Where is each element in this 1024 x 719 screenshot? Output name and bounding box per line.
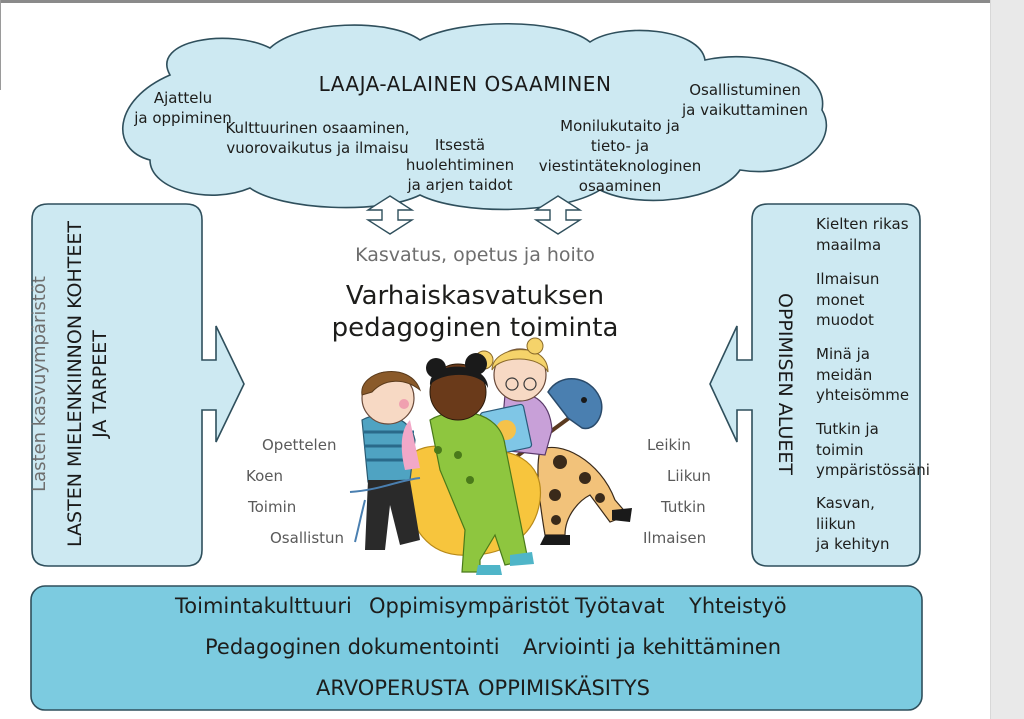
bottom-item-values: ARVOPERUSTA bbox=[316, 676, 470, 700]
center-title-line1: Varhaiskasvatuksen bbox=[345, 281, 605, 311]
right-panel-title: OPPIMISEN ALUEET bbox=[774, 293, 796, 475]
verb-right-4: Ilmaisen bbox=[643, 529, 707, 547]
right-item-expression: Ilmaisun monet muodot bbox=[816, 270, 880, 329]
cloud-item-literacy: Monilukutaito ja tieto- ja viestintäteknologinen osaaminen bbox=[538, 117, 702, 195]
cloud-item-thinking: Ajattelu ja oppiminen bbox=[134, 89, 232, 127]
verb-right-1: Leikin bbox=[647, 436, 691, 454]
right-item-environment: Tutkin ja toimin ympäristössäni bbox=[816, 420, 930, 479]
cloud-title: LAAJA-ALAINEN OSAAMINEN bbox=[318, 72, 612, 96]
right-item-community: Minä ja meidän yhteisömme bbox=[816, 345, 910, 404]
left-panel-line1: Lasten kasvuympäristöt bbox=[29, 276, 50, 492]
right-item-growth: Kasvan, liikun ja kehityn bbox=[816, 494, 890, 553]
bottom-item-methods: Työtavat bbox=[575, 594, 665, 618]
cloud-item-self-care: Itsestä huolehtiminen ja arjen taidot bbox=[405, 136, 515, 194]
bottom-item-evaluation: Arviointi ja kehittäminen bbox=[523, 635, 782, 659]
right-item-language: Kielten rikas maailma bbox=[816, 215, 909, 254]
cloud-item-culture: Kulttuurinen osaaminen, vuorovaikutus ja ilmaisu bbox=[225, 119, 410, 157]
bottom-item-documentation: Pedagoginen dokumentointi bbox=[205, 635, 500, 659]
bottom-item-cooperation: Yhteistyö bbox=[689, 594, 787, 618]
left-panel-line2: LASTEN MIELENKIINNON KOHTEET bbox=[64, 221, 86, 547]
verb-left-2: Koen bbox=[246, 467, 284, 485]
verb-right-3: Tutkin bbox=[661, 498, 706, 516]
left-panel-line3: JA TARPEET bbox=[89, 330, 111, 438]
children-illustration bbox=[350, 338, 632, 575]
bottom-item-learning-concept: OPPIMISKÄSITYS bbox=[478, 676, 650, 700]
verb-left-3: Toimin bbox=[248, 498, 297, 516]
center-subtitle: Kasvatus, opetus ja hoito bbox=[355, 244, 595, 266]
verb-left-4: Osallistun bbox=[270, 529, 345, 547]
bottom-item-environments: Oppimisympäristöt bbox=[369, 594, 570, 618]
scrollbar-track[interactable] bbox=[990, 0, 1024, 719]
verb-right-2: Liikun bbox=[667, 467, 711, 485]
verb-left-1: Opettelen bbox=[262, 436, 337, 454]
center-title-line2: pedagoginen toiminta bbox=[331, 313, 619, 343]
bottom-item-culture: Toimintakulttuuri bbox=[175, 594, 352, 618]
cloud-item-participation: Osallistuminen ja vaikuttaminen bbox=[681, 81, 809, 119]
